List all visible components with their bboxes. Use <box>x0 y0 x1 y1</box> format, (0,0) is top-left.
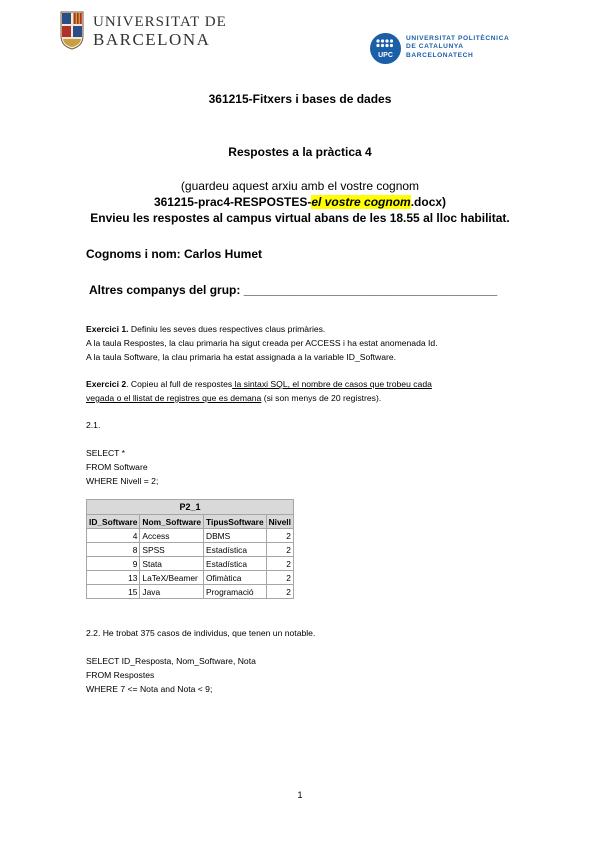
instruction-line-3: Envieu les respostes al campus virtual abans de les 18.55 al lloc habilitat. <box>90 211 510 225</box>
column-header: ID_Software <box>87 515 140 529</box>
upc-line-1: UNIVERSITAT POLITÈCNICA <box>406 35 510 42</box>
ub-shield-icon <box>60 10 84 50</box>
table-caption: P2_1 <box>87 500 294 515</box>
exercise-1-answer-2: A la taula Software, la clau primaria ha estat assignada a la variable ID_Software. <box>86 352 397 362</box>
sql-line: WHERE Nivell = 2; <box>86 476 159 486</box>
course-title: 361215-Fitxers i bases de dades <box>208 92 392 106</box>
instruction-line-1: (guardeu aquest arxiu amb el vostre cognom <box>180 179 420 193</box>
table-row: 8 SPSS Estadística 2 <box>87 543 294 557</box>
question-2-1-label: 2.1. <box>86 420 101 430</box>
ub-logo <box>60 10 227 50</box>
ub-name-line2: BARCELONA <box>93 30 211 49</box>
student-name: Cognoms i nom: Carlos Humet <box>86 247 263 261</box>
table-row: 9 Stata Estadística 2 <box>87 557 294 571</box>
question-2-2-label: 2.2. He trobat 375 casos de individus, que tenen un notable. <box>86 628 316 638</box>
result-table-p2-1 <box>86 499 294 599</box>
ub-name-line1: UNIVERSITAT DE <box>93 14 227 30</box>
upc-name <box>406 35 509 60</box>
filename-prefix: 361215-prac4-RESPOSTES- <box>153 195 312 209</box>
upc-badge-icon <box>370 33 401 64</box>
exercise-1 <box>86 322 438 364</box>
exercise-2-statement: Exercici 2. Copieu al full de respostes la sintaxi SQL, el nombre de casos que trobeu cada <box>86 379 432 389</box>
document-subtitle: Respostes a la pràctica 4 <box>228 145 372 159</box>
upc-line-3: BARCELONATECH <box>406 51 474 59</box>
sql-line: FROM Software <box>86 462 148 472</box>
filename-highlight: el vostre cognom <box>311 195 411 209</box>
table-row: 4 Access DBMS 2 <box>87 529 294 543</box>
exercise-2 <box>86 377 432 405</box>
exercise-2-label: Exercici 2 <box>86 379 127 389</box>
table-row: 13 LaTeX/Beamer Ofimàtica 2 <box>87 571 294 585</box>
exercise-1-answer-1: A la taula Respostes, la clau primaria ha sigut creada per ACCESS i ha estat anomenada Id. <box>86 338 438 348</box>
upc-line-2: DE CATALUNYA <box>406 43 464 51</box>
exercise-1-label: Exercici 1. <box>86 324 129 334</box>
column-header: Nom_Software <box>140 515 204 529</box>
sql-line: SELECT ID_Resposta, Nom_Software, Nota <box>86 656 256 666</box>
filename-suffix: .docx) <box>410 195 447 209</box>
question-2-2-sql <box>86 654 256 696</box>
group-members: Altres companys del grup: ______________________________________ <box>89 283 498 297</box>
column-header: Nivell <box>266 515 293 529</box>
sql-line: WHERE 7 <= Nota and Nota < 9; <box>86 684 213 694</box>
table-header-row <box>87 515 294 529</box>
sql-line: SELECT * <box>86 448 126 458</box>
page-number: 1 <box>297 790 303 800</box>
table-row: 15 Java Programació 2 <box>87 585 294 599</box>
upc-logo <box>370 33 530 67</box>
column-header: TipusSoftware <box>204 515 267 529</box>
sql-line: FROM Respostes <box>86 670 155 680</box>
question-2-1-sql <box>86 446 158 488</box>
upc-badge-text: UPC <box>378 52 393 59</box>
exercise-2-statement-cont: vegada o el llistat de registres que es demana (si son menys de 20 registres). <box>86 393 382 403</box>
instruction-line-2 <box>0 195 600 209</box>
exercise-1-statement: Exercici 1. Definiu les seves dues respectives claus primàries. <box>86 324 326 334</box>
